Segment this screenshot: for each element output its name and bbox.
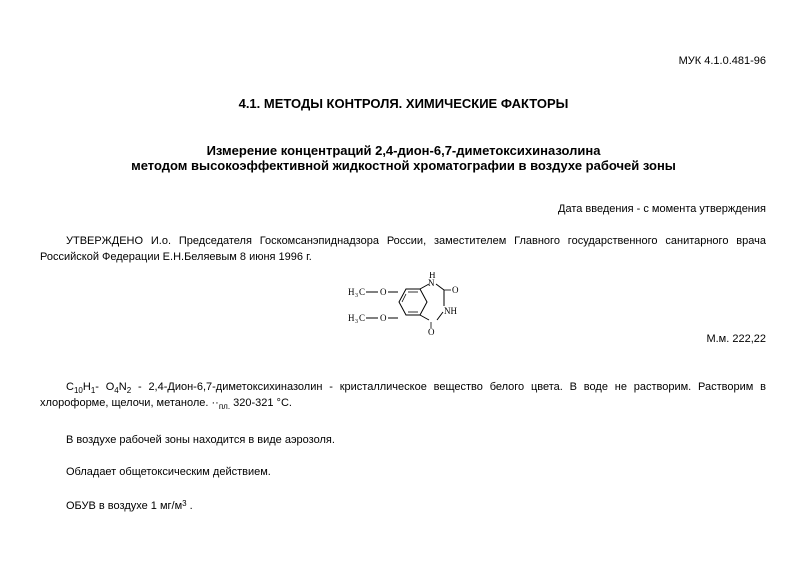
approved-line-2: Российской Федерации Е.Н.Беляевым 8 июня 1996 г. [40,251,312,263]
chemical-structure [340,272,480,336]
ring-nh: NH [444,306,457,316]
aerosol-statement: В воздухе рабочей зоны находится в виде аэрозоля. [66,434,335,446]
approved-line-1: УТВЕРЖДЕНО И.о. Председателя Госкомсанэпиднадзора России, заместителем Главного государственного санитарного врача [66,235,766,247]
formula-c: C [66,381,74,393]
toxicity-statement: Обладает общетоксическим действием. [66,466,271,478]
section-title: 4.1. МЕТОДЫ КОНТРОЛЯ. ХИМИЧЕСКИЕ ФАКТОРЫ [238,96,569,111]
formula-description-line-2: хлороформе, щелочи, метаноле. $\cdot\cdot_{пл.}$ 320-321 °С. [40,397,292,411]
substance-description: - 2,4-Дион-6,7-диметоксихиназолин - кристаллическое вещество белого цвета. В воде не растворим. Растворим в [131,381,766,393]
obuv-statement: ОБУВ в воздухе 1 $мг/м^3$ . [66,499,193,512]
carbonyl-o-bottom: O [428,327,435,336]
formula-description-line-1: $C_{10}H_1-$ $O_4N_2$ - 2,4-Дион-6,7-диметоксихиназолин - кристаллическое вещество белого цвета. В воде не растворим. Растворим в [66,381,766,395]
melting-point: 320-321 °С. [230,397,292,409]
methoxy-bottom-h: H [348,313,355,323]
methoxy-bottom-o: O [380,313,387,323]
ring-n-top: N [428,278,435,288]
title-line-1: Измерение концентраций 2,4-дион-6,7-диметоксихиназолина [206,143,601,158]
methoxy-top-h: H [348,287,355,297]
title-line-2: методом высокоэффективной жидкостной хроматографии в воздухе рабочей зоны [131,158,676,173]
svg-text:C: C [359,313,366,323]
svg-text:C: C [359,287,366,297]
introduction-date: Дата введения - с момента утверждения [558,203,766,215]
molar-mass: М.м. 222,22 [706,333,766,345]
carbonyl-o-right: O [452,285,459,295]
svg-text:3: 3 [355,319,358,325]
document-code: МУК 4.1.0.481-96 [678,55,766,67]
svg-text:H: H [429,272,436,280]
svg-text:3: 3 [355,293,358,299]
methoxy-top-o: O [380,287,387,297]
